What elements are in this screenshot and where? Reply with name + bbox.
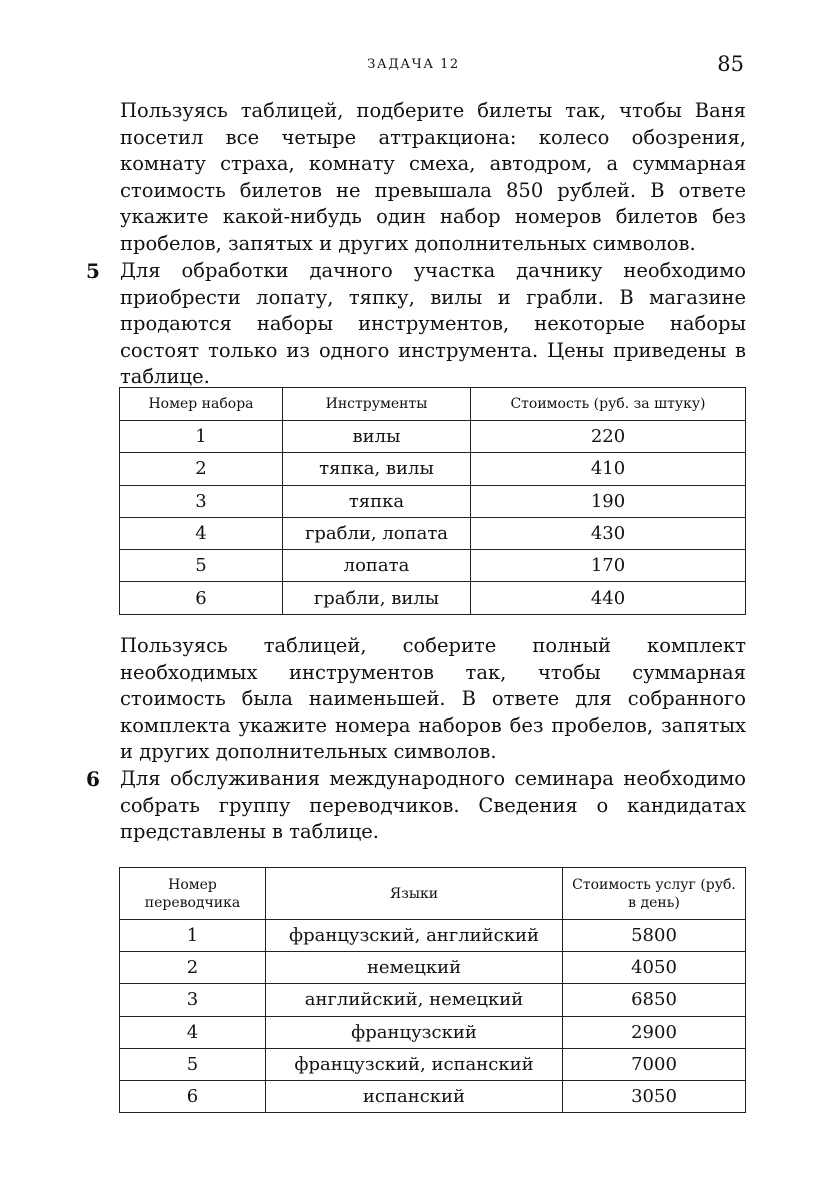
table-cell: 1: [120, 920, 266, 952]
table-cell: 6850: [563, 984, 746, 1016]
table-cell: 6: [120, 582, 283, 614]
table-cell: 5: [120, 550, 283, 582]
task-5-table: [119, 387, 746, 615]
table-cell: 4: [120, 1016, 266, 1048]
table-row: [120, 1080, 746, 1112]
column-header: Стоимость услуг (руб. в день): [563, 868, 746, 920]
column-header: Инструменты: [283, 388, 471, 421]
task-5-number: 5: [86, 259, 100, 283]
table-cell: грабли, лопата: [283, 517, 471, 549]
table-row: [120, 1048, 746, 1080]
table-cell: 3050: [563, 1080, 746, 1112]
table-cell: 6: [120, 1080, 266, 1112]
table-cell: 2900: [563, 1016, 746, 1048]
table-cell: 440: [471, 582, 746, 614]
column-header: Языки: [266, 868, 563, 920]
table-cell: 7000: [563, 1048, 746, 1080]
table-header-row: [120, 388, 746, 421]
task-5-text: Для обработки дачного участка дачнику необходимо приобрести лопату, тяпку, вилы и грабли. В магазине продаются наборы инструментов, некоторые наборы состоят только из одного инструмента. Цены приведены в таблице.: [120, 259, 746, 388]
table-cell: тяпка, вилы: [283, 453, 471, 485]
task-6-table: [119, 867, 746, 1113]
table-cell: 3: [120, 485, 283, 517]
task-6-text: Для обслуживания международного семинара необходимо собрать группу переводчиков. Сведения о кандидатах представлены в таблице.: [120, 767, 746, 843]
table-cell: грабли, вилы: [283, 582, 471, 614]
table-cell: немецкий: [266, 952, 563, 984]
table-cell: вилы: [283, 421, 471, 453]
table-cell: лопата: [283, 550, 471, 582]
table-cell: 2: [120, 952, 266, 984]
table-row: [120, 550, 746, 582]
column-header: Номер переводчика: [120, 868, 266, 920]
table-row: [120, 952, 746, 984]
page-number: 85: [717, 52, 744, 76]
table-row: [120, 421, 746, 453]
table-cell: 430: [471, 517, 746, 549]
table-cell: 220: [471, 421, 746, 453]
table-cell: 4: [120, 517, 283, 549]
table-row: [120, 517, 746, 549]
table-cell: 1: [120, 421, 283, 453]
table-cell: английский, немецкий: [266, 984, 563, 1016]
table-cell: 2: [120, 453, 283, 485]
table-row: [120, 1016, 746, 1048]
table-row: [120, 485, 746, 517]
table-cell: 190: [471, 485, 746, 517]
task-5-instructions: Пользуясь таблицей, соберите полный комплект необходимых инструментов так, чтобы суммарная стоимость была наименьшей. В ответе для собранного комплекта укажите номера наборов без пробелов, запятых и других дополнительных символов.: [120, 634, 746, 763]
table-cell: испанский: [266, 1080, 563, 1112]
table-header-row: [120, 868, 746, 920]
table-cell: 3: [120, 984, 266, 1016]
table-cell: 5800: [563, 920, 746, 952]
table-row: [120, 582, 746, 614]
table-row: [120, 453, 746, 485]
table-cell: французский: [266, 1016, 563, 1048]
running-header: ЗАДАЧА 12: [367, 57, 460, 72]
column-header: Номер набора: [120, 388, 283, 421]
table-cell: французский, английский: [266, 920, 563, 952]
intro-paragraph: Пользуясь таблицей, подберите билеты так, чтобы Ваня посетил все четыре аттракциона: колесо обозрения, комнату страха, комнату смеха, автодром, а суммарная стоимость билетов не превышала 850 рублей. В ответе укажите какой-нибудь один набор номеров билетов без пробелов, запятых и других дополнительных символов.: [120, 99, 746, 255]
table-cell: французский, испанский: [266, 1048, 563, 1080]
column-header: Стоимость (руб. за штуку): [471, 388, 746, 421]
table-cell: 4050: [563, 952, 746, 984]
table-cell: тяпка: [283, 485, 471, 517]
task-6-number: 6: [86, 767, 100, 791]
table-cell: 5: [120, 1048, 266, 1080]
table-row: [120, 984, 746, 1016]
table-cell: 410: [471, 453, 746, 485]
table-row: [120, 920, 746, 952]
table-cell: 170: [471, 550, 746, 582]
